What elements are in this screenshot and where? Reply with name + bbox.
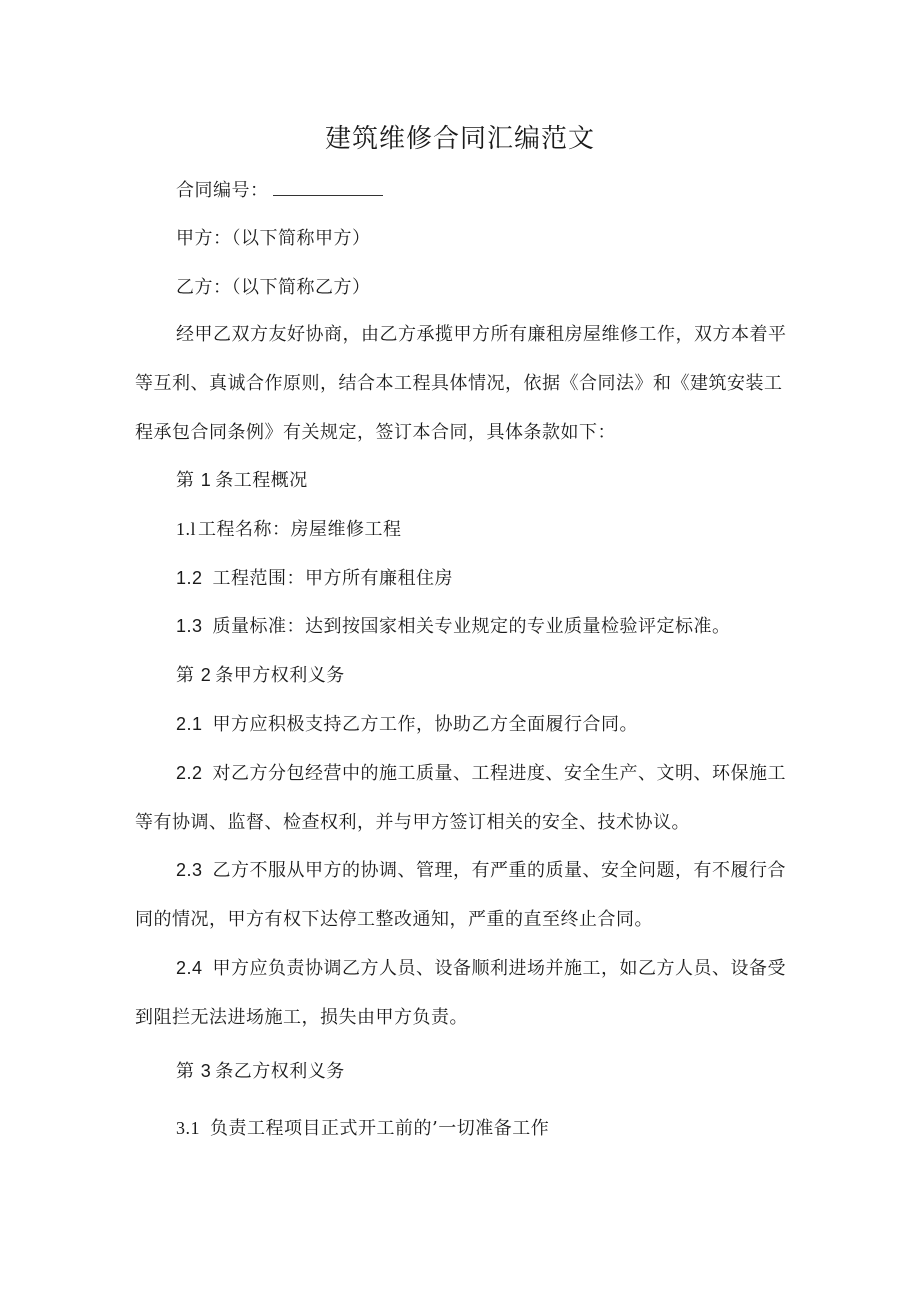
intro-paragraph-line-1: 经甲乙双方友好协商，由乙方承揽甲方所有廉租房屋维修工作，双方本着平 bbox=[176, 324, 787, 345]
clause-2-3-line-2: 同的情况，甲方有权下达停工整改通知，严重的直至终止合同。 bbox=[135, 909, 653, 930]
contract-number-line bbox=[176, 176, 383, 202]
intro-paragraph-line-3: 程承包合同条例》有关规定，签订本合同，具体条款如下： bbox=[135, 422, 616, 443]
intro-paragraph-line-2: 等互利、真诚合作原则，结合本工程具体情况，依据《合同法》和《建筑安装工 bbox=[135, 373, 783, 394]
document-title: 建筑维修合同汇编范文 bbox=[324, 124, 595, 154]
article-1-heading: 第 1 条工程概况 bbox=[176, 470, 308, 491]
clause-2-1: 2.1 甲方应积极支持乙方工作，协助乙方全面履行合同。 bbox=[176, 714, 639, 735]
article-2-heading: 第 2 条甲方权利义务 bbox=[176, 665, 345, 686]
clause-3-1: 3.1 负责工程项目正式开工前的’一切准备工作 bbox=[176, 1118, 550, 1139]
clause-2-4-line-2: 到阻拦无法进场施工，损失由甲方负责。 bbox=[135, 1007, 468, 1028]
article-3-heading: 第 3 条乙方权利义务 bbox=[176, 1061, 345, 1082]
clause-2-3-line-1: 2.3 乙方不服从甲方的协调、管理，有严重的质量、安全问题，有不履行合 bbox=[176, 860, 787, 881]
clause-1-2: 1.2 工程范围：甲方所有廉租住房 bbox=[176, 568, 454, 589]
contract-number-label: 合同编号： bbox=[176, 180, 269, 201]
party-a-line: 甲方：（以下简称甲方） bbox=[176, 228, 371, 249]
clause-2-4-line-1: 2.4 甲方应负责协调乙方人员、设备顺利进场并施工，如乙方人员、设备受 bbox=[176, 958, 787, 979]
clause-2-2-line-1: 2.2 对乙方分包经营中的施工质量、工程进度、安全生产、文明、环保施工 bbox=[176, 763, 787, 784]
party-b-line: 乙方：（以下简称乙方） bbox=[176, 277, 371, 298]
clause-1-1: 1.l 工程名称：房屋维修工程 bbox=[176, 519, 402, 540]
clause-1-3: 1.3 质量标准：达到按国家相关专业规定的专业质量检验评定标准。 bbox=[176, 616, 731, 637]
clause-2-2-line-2: 等有协调、监督、检查权利，并与甲方签订相关的安全、技术协议。 bbox=[135, 812, 690, 833]
contract-number-blank bbox=[273, 181, 383, 196]
